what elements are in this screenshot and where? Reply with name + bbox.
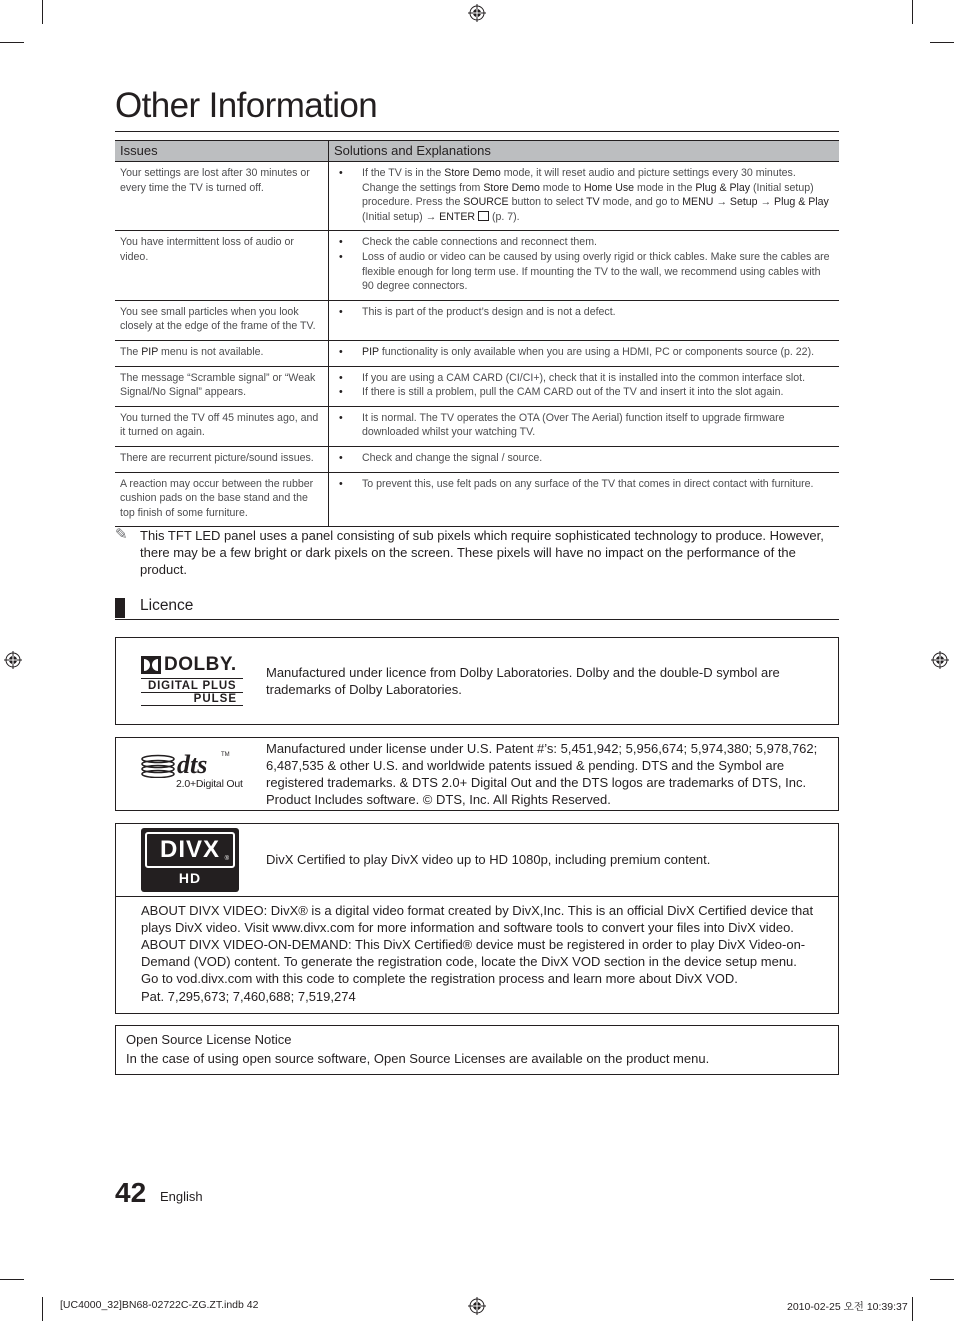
crop-mark — [42, 1297, 43, 1321]
crop-mark — [0, 42, 24, 43]
solution-cell — [329, 231, 840, 300]
issue-cell: Your settings are lost after 30 minutes or every time the TV is turned off. — [115, 162, 329, 231]
registration-mark-icon — [931, 651, 949, 669]
page-number: 42 — [115, 1177, 147, 1208]
solution-item: • Loss of audio or video can be caused by using overly rigid or thick cables. Make sure the cables are flexible enough for long term use. If mounting the TV to the wall, we recommend using cables with 90 degree connectors. — [362, 250, 834, 294]
column-header-solutions: Solutions and Explanations — [329, 141, 840, 162]
table-row — [115, 446, 839, 472]
solution-list — [334, 451, 834, 466]
solution-item: • It is normal. The TV operates the OTA (Over The Aerial) function itself to upgrade firmware downloaded whilst your watching TV. — [362, 411, 834, 440]
issue-cell: You have intermittent loss of audio or video. — [115, 231, 329, 300]
issue-cell: You turned the TV off 45 minutes ago, and it turned on again. — [115, 406, 329, 446]
solution-list — [334, 477, 834, 492]
open-source-notice-box — [115, 1025, 839, 1075]
issue-cell: There are recurrent picture/sound issues. — [115, 446, 329, 472]
issue-cell: The PIP menu is not available. — [115, 340, 329, 366]
table-row — [115, 162, 839, 231]
table-row — [115, 231, 839, 300]
open-source-title: Open Source License Notice — [126, 1032, 292, 1047]
solution-list — [334, 305, 834, 320]
solution-cell — [329, 300, 840, 340]
solution-item: • Check and change the signal / source. — [362, 451, 834, 466]
issue-cell: The message “Scramble signal” or “Weak Signal/No Signal” appears. — [115, 366, 329, 406]
solution-list — [334, 235, 834, 293]
solution-list — [334, 411, 834, 440]
solution-cell — [329, 162, 840, 231]
solution-list — [334, 166, 834, 224]
table-row — [115, 472, 839, 527]
solution-item: • To prevent this, use felt pads on any surface of the TV that comes in direct contact with furniture. — [362, 477, 834, 492]
dts-licence-text: Manufactured under license under U.S. Patent #’s: 5,451,942; 5,956,674; 5,974,380; 5,978,762; 6,487,535 & other U.S. and worldwide patents issued & pending. DTS and the Symbol are registered trademarks. & DTS 2.0+ Digital Out and the DTS logos are trademarks of DTS, Inc. Product Includes software. © DTS, Inc. All Rights Reserved. — [266, 741, 818, 807]
table-row — [115, 300, 839, 340]
crop-mark — [930, 1279, 954, 1280]
solution-item: • If the TV is in the Store Demo mode, it will reset audio and picture settings every 30 minutes. Change the settings from Store Demo mode to Home Use mode in the Plug & Play (Initial setup) procedure. Press the SOURCE button to select TV mode, and go to MENU → Setup → Plug & Play (Initial setup) → ENTER (p. 7). — [362, 166, 834, 224]
pixel-note — [115, 527, 839, 578]
dts-disc-icon — [141, 754, 175, 778]
table-header-row — [115, 141, 839, 162]
dolby-logo-pulse: PULSE — [141, 693, 243, 706]
title-divider — [115, 131, 839, 132]
solution-list — [334, 345, 834, 360]
divx-logo-hd: HD — [178, 870, 202, 886]
section-marker — [115, 598, 125, 618]
double-d-icon — [141, 656, 161, 674]
dts-licence-box — [115, 737, 839, 811]
dolby-logo-sub: DIGITAL PLUS — [141, 678, 243, 693]
troubleshooting-table — [115, 140, 839, 527]
page-title: Other Information — [115, 86, 378, 125]
table-body — [115, 162, 839, 527]
note-text: This TFT LED panel uses a panel consisting of sub pixels which require sophisticated technology to produce. However, there may be a few bright or dark pixels on the screen. These pixels will have no impact on the performance of the product. — [140, 528, 824, 577]
dolby-logo-word: DOLBY. — [164, 654, 237, 675]
table-row — [115, 340, 839, 366]
section-divider — [115, 619, 839, 620]
divx-about-text: ABOUT DIVX VIDEO: DivX® is a digital video format created by DivX,Inc. This is an official DivX Certified device that plays DivX video. Visit www.divx.com for more information and software tools to convert your files into DivX video. ABOUT DIVX VIDEO-ON-DEMAND: This DivX Certified® device must be registered in order to play DivX Video-on-Demand (VOD) content. To generate the registration code, locate the DivX VOD section in the device setup menu. Go to vod.divx.com with this code to complete the registration process and learn more about DivX VOD. — [141, 903, 814, 986]
page-language: English — [160, 1189, 203, 1204]
dolby-licence-box — [115, 637, 839, 725]
dts-logo-sub: 2.0+Digital Out — [176, 778, 243, 790]
registration-mark-icon — [4, 651, 22, 669]
solution-cell — [329, 366, 840, 406]
solution-item: • If there is still a problem, pull the CAM CARD out of the TV and insert it into the slot again. — [362, 385, 834, 400]
crop-mark — [0, 1279, 24, 1280]
solution-cell — [329, 446, 840, 472]
dolby-licence-text: Manufactured under licence from Dolby Laboratories. Dolby and the double-D symbol are trademarks of Dolby Laboratories. — [266, 665, 780, 697]
issue-cell: You see small particles when you look closely at the edge of the frame of the TV. — [115, 300, 329, 340]
pencil-note-icon: ✎ — [115, 526, 128, 543]
solution-cell — [329, 340, 840, 366]
divx-logo — [141, 828, 239, 892]
divx-licence-text: DivX Certified to play DivX video up to HD 1080p, including premium content. — [266, 852, 711, 867]
solution-cell — [329, 406, 840, 446]
dts-logo-tm: TM — [221, 752, 230, 758]
solution-item: • Check the cable connections and reconnect them. — [362, 235, 834, 250]
footer-file-name: [UC4000_32]BN68-02722C-ZG.ZT.indb 42 — [60, 1299, 259, 1311]
solution-item: • This is part of the product’s design and is not a defect. — [362, 305, 834, 320]
solution-item: • If you are using a CAM CARD (CI/CI+), check that it is installed into the common interface slot. — [362, 371, 834, 386]
divx-licence-box — [115, 823, 839, 1014]
crop-mark — [912, 0, 913, 24]
dolby-logo — [141, 654, 243, 706]
table-row — [115, 366, 839, 406]
open-source-text: In the case of using open source software, Open Source Licenses are available on the product menu. — [126, 1051, 710, 1066]
divx-logo-registered: ® — [224, 856, 229, 862]
dts-logo-word: dts — [177, 750, 208, 779]
table-row — [115, 406, 839, 446]
crop-mark — [912, 1297, 913, 1321]
issue-cell: A reaction may occur between the rubber cushion pads on the base stand and the top finish of some furniture. — [115, 472, 329, 527]
divx-divider — [116, 896, 838, 897]
dts-logo — [141, 750, 246, 796]
section-title-licence: Licence — [140, 597, 194, 614]
solution-item: • PIP functionality is only available when you are using a HDMI, PC or components source (p. 22). — [362, 345, 834, 360]
crop-mark — [42, 0, 43, 24]
solution-list — [334, 371, 834, 400]
footer-timestamp: 2010-02-25 오전 10:39:37 — [787, 1301, 908, 1313]
solution-cell — [329, 472, 840, 527]
divx-patents: Pat. 7,295,673; 7,460,688; 7,519,274 — [141, 989, 356, 1004]
column-header-issues: Issues — [115, 141, 329, 162]
crop-mark — [930, 42, 954, 43]
divx-logo-word: DIVX — [159, 836, 220, 863]
registration-mark-icon — [468, 1297, 486, 1315]
registration-mark-icon — [468, 4, 486, 22]
